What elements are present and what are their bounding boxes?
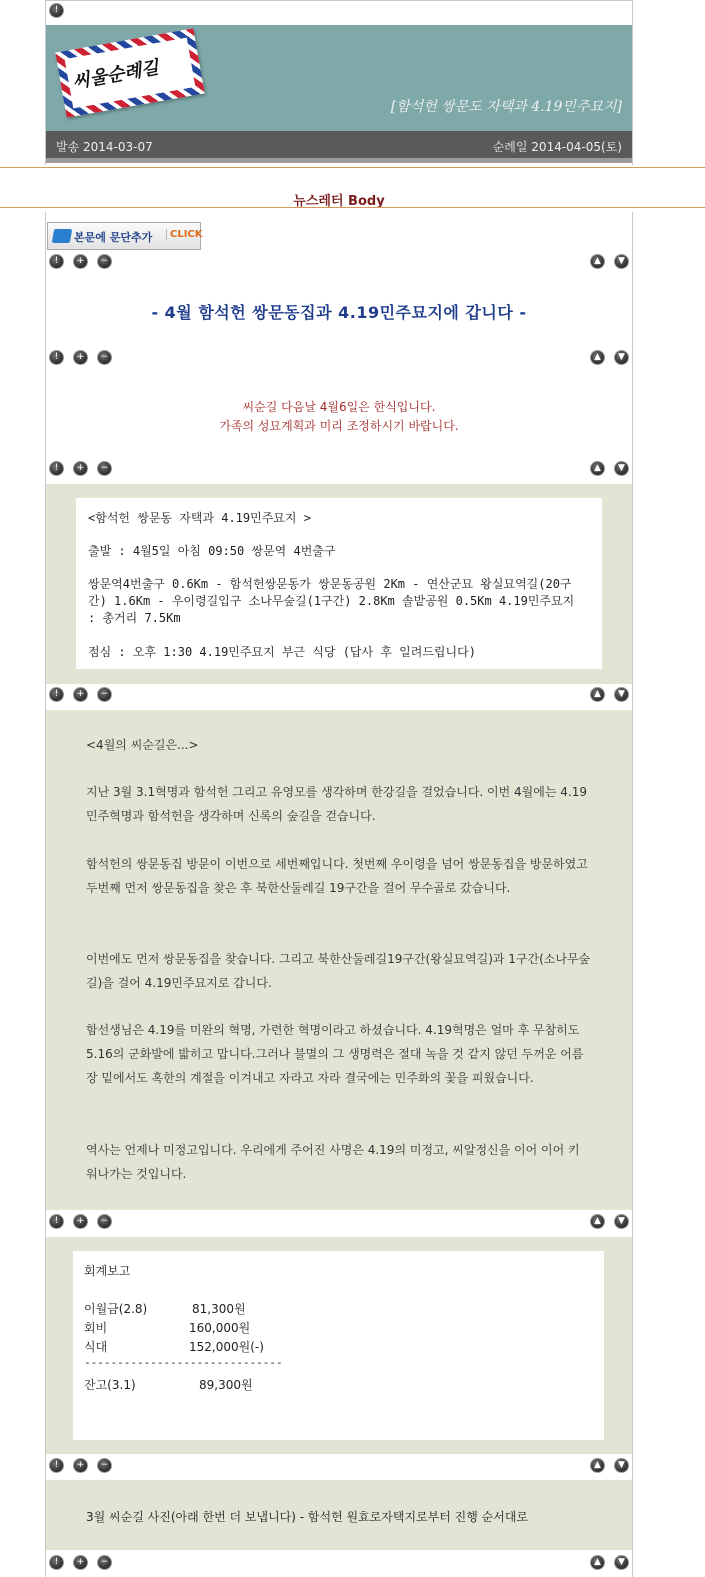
logo-text: 씨울순례길 [70, 57, 161, 93]
info-icon[interactable]: ! [49, 254, 64, 269]
move-up-icon[interactable]: ▲ [590, 687, 605, 702]
notice-line-1: 씨순길 다음날 4월6일은 한식입니다. [242, 400, 436, 414]
control-bar-4 [46, 684, 632, 710]
add-paragraph-label: 본문에 문단추가 [74, 231, 153, 244]
divider-top [0, 167, 705, 168]
article-paragraph-2: 함석헌의 쌍문동집 방문이 이번으로 세번째입니다. 첫번째 우이령을 넘어 쌍문동집을 방문하였고 두번째 먼저 쌍문동집을 찾은 후 북한산둘레길 19구간을 걸어 무수골로 갔습니다. [86, 857, 588, 895]
header-bottom-line [46, 158, 632, 163]
accounts-row-label: 회비 [84, 1321, 108, 1335]
folder-icon [52, 229, 72, 243]
notice-line-2: 가족의 성묘계획과 미리 조정하시기 바랍니다. [219, 419, 459, 433]
schedule-route: 쌍문역4번출구 0.6Km - 함석헌쌍문동가 쌍문동공원 2Km - 연산군묘 왕실묘역길(20구간) 1.6Km - 우이령길입구 소나무숲길(1구간) 2.8Km 솔밭공원 0.5Km 4.19민주묘지 : 총거리 7.5Km [88, 577, 575, 625]
add-icon[interactable]: + [73, 461, 88, 476]
move-up-icon[interactable]: ▲ [590, 461, 605, 476]
walk-date: 순례일 2014-04-05(토) [492, 140, 622, 154]
move-down-icon[interactable]: ▼ [614, 254, 629, 269]
add-icon[interactable]: + [73, 350, 88, 365]
click-label: CLICK [166, 229, 203, 240]
add-icon[interactable]: + [73, 1214, 88, 1229]
article-heading: <4월의 씨순길은...> [86, 738, 199, 752]
issue-date: 발송 2014-03-07 [56, 140, 153, 154]
headline: - 4월 함석헌 쌍문동집과 4.19민주묘지에 갑니다 - [151, 303, 527, 322]
accounts-title: 회계보고 [84, 1264, 131, 1278]
remove-icon[interactable]: − [97, 1458, 112, 1473]
move-down-icon[interactable]: ▼ [614, 687, 629, 702]
move-up-icon[interactable]: ▲ [590, 1555, 605, 1570]
remove-icon[interactable]: − [97, 1555, 112, 1570]
remove-icon[interactable]: − [97, 350, 112, 365]
info-icon[interactable]: ! [49, 3, 64, 18]
header-subtitle: [함석헌 쌍문도 자택과 4.19민주묘지] [390, 99, 622, 115]
move-down-icon[interactable]: ▼ [614, 1214, 629, 1229]
remove-icon[interactable]: − [97, 687, 112, 702]
add-icon[interactable]: + [73, 1555, 88, 1570]
remove-icon[interactable]: − [97, 1214, 112, 1229]
info-icon[interactable]: ! [49, 350, 64, 365]
schedule-lunch: 점심 : 오후 1:30 4.19민주묘지 부근 식당 (답사 후 일려드립니다) [88, 645, 476, 659]
accounts-row-value: 81,300원 [192, 1302, 246, 1316]
move-up-icon[interactable]: ▲ [590, 254, 605, 269]
divider-bottom [0, 207, 705, 208]
add-icon[interactable]: + [73, 1458, 88, 1473]
accounts-row-value: 160,000원 [189, 1321, 251, 1335]
accounts-row-value: 152,000원(-) [189, 1340, 264, 1354]
accounts-balance-label: 잔고(3.1) [84, 1378, 136, 1392]
accounts-balance-value: 89,300원 [199, 1378, 253, 1392]
move-down-icon[interactable]: ▼ [614, 1555, 629, 1570]
accounts-row-label: 식대 [84, 1340, 108, 1354]
control-bar-7 [46, 1550, 632, 1576]
info-icon[interactable]: ! [49, 1555, 64, 1570]
article-paragraph-5: 역사는 언제나 미정고입니다. 우리에게 주어진 사명은 4.19의 미정고, 씨알정신을 이어 이어 키워나가는 것입니다. [86, 1143, 580, 1181]
move-down-icon[interactable]: ▼ [614, 1458, 629, 1473]
remove-icon[interactable]: − [97, 254, 112, 269]
move-up-icon[interactable]: ▲ [590, 1458, 605, 1473]
info-icon[interactable]: ! [49, 1458, 64, 1473]
article-paragraph-1: 지난 3월 3.1혁명과 함석헌 그리고 유영모를 생각하며 한강길을 걸었습니다. 이번 4월에는 4.19민주혁명과 함석헌을 생각하며 신록의 숲길을 걷습니다. [86, 785, 587, 823]
move-up-icon[interactable]: ▲ [590, 350, 605, 365]
info-icon[interactable]: ! [49, 687, 64, 702]
control-bar-6 [46, 1454, 632, 1480]
add-icon[interactable]: + [73, 687, 88, 702]
info-icon[interactable]: ! [49, 461, 64, 476]
move-down-icon[interactable]: ▼ [614, 350, 629, 365]
schedule-departure: 출발 : 4월5일 아침 09:50 쌍문역 4번출구 [88, 544, 336, 558]
info-icon[interactable]: ! [49, 1214, 64, 1229]
schedule-box [76, 498, 602, 669]
accounts-row-label: 이월금(2.8) [84, 1302, 148, 1316]
photos-caption: 3월 씨순길 사진(아래 한번 더 보냅니다) - 함석헌 원효로자택지로부터 진행 순서대로 [86, 1510, 529, 1524]
move-down-icon[interactable]: ▼ [614, 461, 629, 476]
article-paragraph-3: 이번에도 먼저 쌍문동집을 찾습니다. 그리고 북한산둘레길19구간(왕실묘역길)과 1구간(소나무숲길)을 걸어 4.19민주묘지로 갑니다. [86, 952, 591, 990]
schedule-title: <함석헌 쌍문동 자택과 4.19민주묘지 > [88, 511, 311, 525]
article-paragraph-4: 함선생님은 4.19를 미완의 혁명, 가련한 혁명이라고 하셨습니다. 4.19혁명은 얼마 후 무참히도 5.16의 군화발에 밟히고 맙니다.그러나 불멸의 그 생명력은 절대 녹을 것 같지 않던 두꺼운 어름장 밑에서도 혹한의 계절을 이겨내고 자라고 자라 결국에는 민주화의 꽃을 피웠습니다. [86, 1023, 584, 1085]
newsletter-label: 뉴스레터 Body [293, 194, 385, 209]
accounts-box [73, 1251, 604, 1440]
move-up-icon[interactable]: ▲ [590, 1214, 605, 1229]
add-icon[interactable]: + [73, 254, 88, 269]
accounts-divider: ------------------------------ [84, 1356, 283, 1369]
remove-icon[interactable]: − [97, 461, 112, 476]
add-paragraph-button[interactable] [47, 222, 201, 250]
